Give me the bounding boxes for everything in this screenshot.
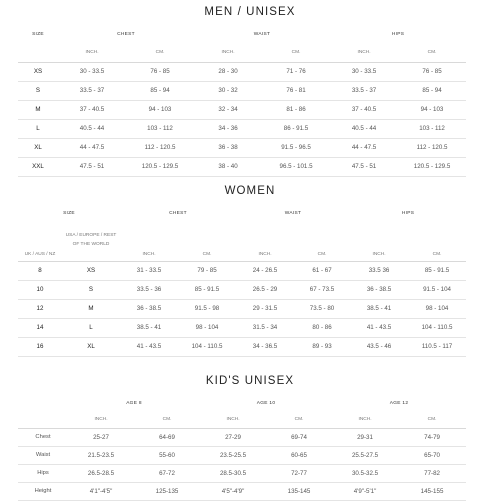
table-cell: 29 - 31.5 — [236, 299, 294, 318]
table-cell: 64-69 — [134, 428, 200, 446]
table-cell: 40.5 - 44 — [58, 119, 126, 138]
table-cell: 60-65 — [266, 446, 332, 464]
table-cell: 67-72 — [134, 464, 200, 482]
table-cell: 110.5 - 117 — [408, 337, 466, 356]
table-cell: 135-145 — [266, 482, 332, 500]
table-cell: 41 - 43.5 — [350, 318, 408, 337]
table-cell: 145-155 — [398, 482, 466, 500]
table-cell: 33.5 36 — [350, 261, 408, 280]
women-unit: CM. — [178, 223, 236, 261]
table-cell: 77-82 — [398, 464, 466, 482]
men-size-label: L — [18, 119, 58, 138]
women-usa-size: M — [62, 299, 120, 318]
table-cell: 73.5 - 80 — [294, 299, 350, 318]
table-cell: 30 - 32 — [194, 81, 262, 100]
men-waist-header: WAIST — [253, 31, 271, 37]
table-cell: 37 - 40.5 — [330, 100, 398, 119]
women-unit: CM. — [408, 223, 466, 261]
kids-age8-header: AGE 8 — [126, 400, 142, 406]
table-cell: 89 - 93 — [294, 337, 350, 356]
table-cell: 24 - 26.5 — [236, 261, 294, 280]
table-cell: 30 - 33.5 — [58, 62, 126, 81]
table-cell: 38 - 40 — [194, 157, 262, 176]
men-size-label: XS — [18, 62, 58, 81]
table-cell: 74-79 — [398, 428, 466, 446]
men-size-label: XXL — [18, 157, 58, 176]
table-row — [18, 157, 466, 176]
table-cell: 98 - 104 — [408, 299, 466, 318]
table-cell: 36 - 38 — [194, 138, 262, 157]
women-unit: CM. — [294, 223, 350, 261]
table-cell: 55-60 — [134, 446, 200, 464]
women-usa-size: XL — [62, 337, 120, 356]
women-size-table — [18, 203, 466, 357]
women-size-header: SIZE — [63, 210, 75, 216]
men-section-title: MEN / UNISEX — [204, 6, 296, 18]
kids-unit: CM. — [398, 412, 466, 428]
women-usa-size: L — [62, 318, 120, 337]
table-cell: 36 - 38.5 — [120, 299, 178, 318]
kids-header-blank — [18, 394, 68, 412]
table-row — [18, 464, 466, 482]
table-cell: 44 - 47.5 — [330, 138, 398, 157]
kids-age12-header: AGE 12 — [389, 400, 409, 406]
table-row — [18, 428, 466, 446]
table-cell: 38.5 - 41 — [350, 299, 408, 318]
table-cell: 28.5-30.5 — [200, 464, 266, 482]
table-cell: 36 - 38.5 — [350, 280, 408, 299]
men-size-label: XL — [18, 138, 58, 157]
table-cell: 34 - 36.5 — [236, 337, 294, 356]
table-cell: 85 - 91.5 — [178, 280, 236, 299]
table-cell: 67 - 73.5 — [294, 280, 350, 299]
table-cell: 33.5 - 37 — [58, 81, 126, 100]
women-unit: INCH. — [120, 223, 178, 261]
men-unit: INCH. — [58, 44, 126, 62]
table-cell: 28 - 30 — [194, 62, 262, 81]
women-chest-header: CHEST — [169, 210, 187, 216]
kids-measure-label: Hips — [18, 464, 68, 482]
men-chest-header: CHEST — [117, 31, 135, 37]
table-cell: 86 - 91.5 — [262, 119, 330, 138]
women-section-title: WOMEN — [224, 185, 276, 197]
table-cell: 4'1"-4'5" — [68, 482, 134, 500]
table-cell: 23.5-25.5 — [200, 446, 266, 464]
table-cell: 47.5 - 51 — [58, 157, 126, 176]
table-cell: 32 - 34 — [194, 100, 262, 119]
kids-unit: INCH. — [200, 412, 266, 428]
table-row — [18, 299, 466, 318]
table-cell: 85 - 91.5 — [408, 261, 466, 280]
table-row — [18, 100, 466, 119]
kids-unit: INCH. — [332, 412, 398, 428]
table-cell: 27-29 — [200, 428, 266, 446]
men-hips-header: HIPS — [391, 31, 405, 37]
men-unit: INCH. — [330, 44, 398, 62]
table-cell: 85 - 94 — [398, 81, 466, 100]
table-cell: 98 - 104 — [178, 318, 236, 337]
table-cell: 21.5-23.5 — [68, 446, 134, 464]
table-cell: 76 - 85 — [398, 62, 466, 81]
table-cell: 91.5 - 104 — [408, 280, 466, 299]
women-uk-size-header: UK / AUS / NZ — [18, 223, 62, 261]
table-cell: 34 - 36 — [194, 119, 262, 138]
table-cell: 29-31 — [332, 428, 398, 446]
table-cell: 61 - 67 — [294, 261, 350, 280]
table-row — [18, 318, 466, 337]
table-cell: 41 - 43.5 — [120, 337, 178, 356]
men-unit: CM. — [398, 44, 466, 62]
women-uk-size: 12 — [18, 299, 62, 318]
table-cell: 79 - 85 — [178, 261, 236, 280]
kids-section-title: KID'S UNISEX — [205, 375, 295, 387]
table-cell: 104 - 110.5 — [408, 318, 466, 337]
table-row — [18, 119, 466, 138]
women-uk-size: 14 — [18, 318, 62, 337]
table-cell: 69-74 — [266, 428, 332, 446]
table-row — [18, 62, 466, 81]
table-cell: 72-77 — [266, 464, 332, 482]
table-cell: 80 - 86 — [294, 318, 350, 337]
women-usa-size: S — [62, 280, 120, 299]
table-cell: 85 - 94 — [126, 81, 194, 100]
table-cell: 94 - 103 — [398, 100, 466, 119]
table-cell: 104 - 110.5 — [178, 337, 236, 356]
women-waist-header: WAIST — [284, 210, 302, 216]
women-unit: INCH. — [350, 223, 408, 261]
kids-measure-label: Chest — [18, 428, 68, 446]
women-uk-size: 8 — [18, 261, 62, 280]
table-row — [18, 482, 466, 500]
kids-unit-blank — [18, 412, 68, 428]
table-cell: 120.5 - 129.5 — [398, 157, 466, 176]
table-row — [18, 337, 466, 356]
table-cell: 94 - 103 — [126, 100, 194, 119]
table-cell: 96.5 - 101.5 — [262, 157, 330, 176]
table-row — [18, 280, 466, 299]
men-size-header: SIZE — [32, 31, 44, 37]
table-cell: 30 - 33.5 — [330, 62, 398, 81]
table-cell: 71 - 76 — [262, 62, 330, 81]
kids-measure-label: Height — [18, 482, 68, 500]
men-size-label: S — [18, 81, 58, 100]
kids-unit: INCH. — [68, 412, 134, 428]
table-cell: 44 - 47.5 — [58, 138, 126, 157]
table-cell: 40.5 - 44 — [330, 119, 398, 138]
table-cell: 38.5 - 41 — [120, 318, 178, 337]
table-cell: 30.5-32.5 — [332, 464, 398, 482]
table-cell: 31.5 - 34 — [236, 318, 294, 337]
table-cell: 26.5 - 29 — [236, 280, 294, 299]
table-cell: 103 - 112 — [398, 119, 466, 138]
table-cell: 33.5 - 37 — [330, 81, 398, 100]
table-cell: 76 - 81 — [262, 81, 330, 100]
women-hips-header: HIPS — [401, 210, 415, 216]
table-cell: 31 - 33.5 — [120, 261, 178, 280]
table-cell: 81 - 86 — [262, 100, 330, 119]
women-usa-size-header: USA / EUROPE / REST OF THE WORLD — [62, 223, 120, 261]
men-size-label: M — [18, 100, 58, 119]
women-uk-size: 16 — [18, 337, 62, 356]
table-cell: 91.5 - 96.5 — [262, 138, 330, 157]
kids-unit: CM. — [266, 412, 332, 428]
table-cell: 26.5-28.5 — [68, 464, 134, 482]
men-unit-blank — [18, 44, 58, 62]
table-cell: 112 - 120.5 — [398, 138, 466, 157]
table-cell: 25.5-27.5 — [332, 446, 398, 464]
table-cell: 4'9"-5'1" — [332, 482, 398, 500]
table-cell: 65-70 — [398, 446, 466, 464]
table-cell: 112 - 120.5 — [126, 138, 194, 157]
men-unit: CM. — [262, 44, 330, 62]
women-unit: INCH. — [236, 223, 294, 261]
table-row — [18, 138, 466, 157]
kids-unit: CM. — [134, 412, 200, 428]
men-unit: INCH. — [194, 44, 262, 62]
table-cell: 120.5 - 129.5 — [126, 157, 194, 176]
table-cell: 43.5 - 46 — [350, 337, 408, 356]
table-cell: 125-135 — [134, 482, 200, 500]
table-cell: 4'5"-4'9" — [200, 482, 266, 500]
kids-size-table — [18, 394, 466, 501]
table-cell: 76 - 85 — [126, 62, 194, 81]
women-usa-size: XS — [62, 261, 120, 280]
table-row — [18, 81, 466, 100]
table-cell: 91.5 - 98 — [178, 299, 236, 318]
table-cell: 25-27 — [68, 428, 134, 446]
kids-measure-label: Waist — [18, 446, 68, 464]
kids-age10-header: AGE 10 — [256, 400, 276, 406]
table-cell: 33.5 - 36 — [120, 280, 178, 299]
table-cell: 47.5 - 51 — [330, 157, 398, 176]
men-size-table — [18, 24, 466, 177]
table-cell: 37 - 40.5 — [58, 100, 126, 119]
women-uk-size: 10 — [18, 280, 62, 299]
table-row — [18, 261, 466, 280]
men-unit: CM. — [126, 44, 194, 62]
table-cell: 103 - 112 — [126, 119, 194, 138]
table-row — [18, 446, 466, 464]
